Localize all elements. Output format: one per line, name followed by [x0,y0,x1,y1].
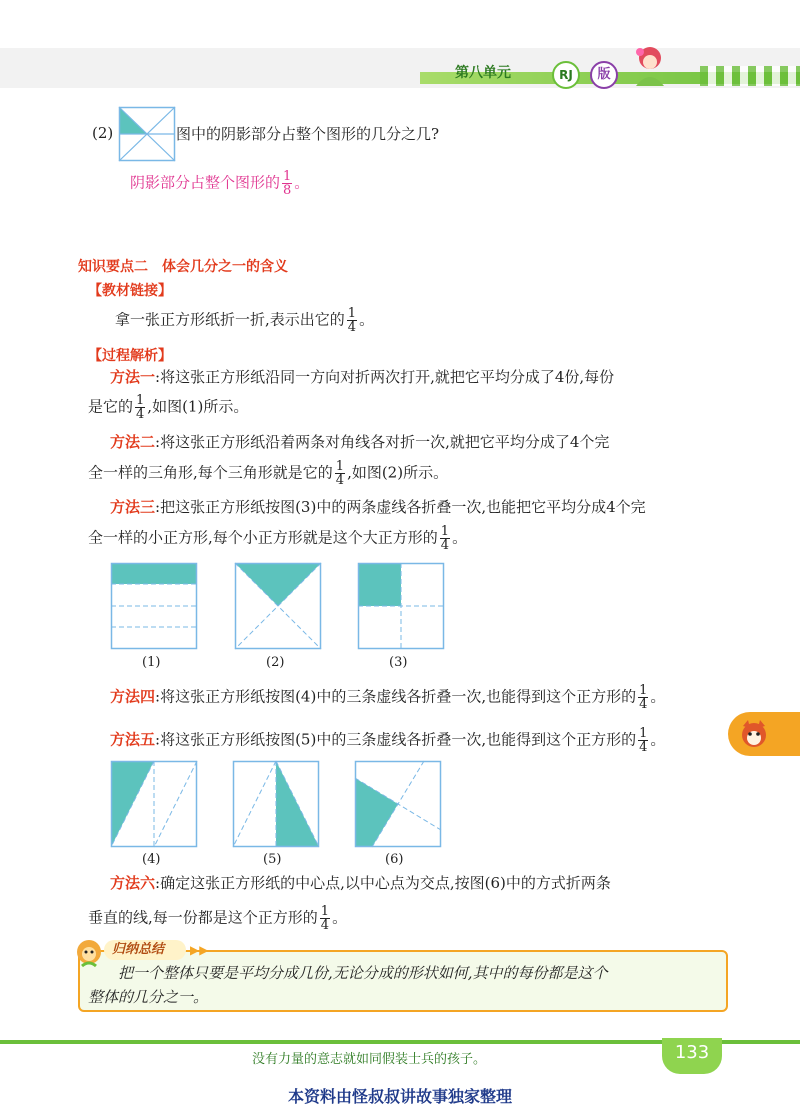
question-figure [119,107,175,161]
figure-3-caption: (3) [389,655,408,670]
figure-4 [111,761,197,847]
method-2-line-1: 方法二:将这张正方形纸沿着两条对角线各对折一次,就把它平均分成了4个完 [110,433,610,451]
textbook-link-tag: 【教材链接】 [88,283,172,299]
question-number: (2) [92,124,114,142]
summary-tag: 归纳总结 [112,942,165,957]
section-title: 知识要点二 体会几分之一的含义 [78,259,288,275]
method-2-line-2: 全一样的三角形,每个三角形就是它的 $\frac{1}{4}$ ,如图(2)所示。 [88,459,449,488]
method-3-line-1: 方法三:把这张正方形纸按图(3)中的两条虚线各折叠一次,也能把它平均分成4个完 [110,498,646,516]
method-4-line: 方法四:将这张正方形纸按图(4)中的三条虚线各折叠一次,也能得到这个正方形的 $\frac{1}{4}$ 。 [110,683,666,712]
footer-motto: 没有力量的意志就如同假装士兵的孩子。 [252,1052,487,1067]
figure-6-caption: (6) [385,852,404,867]
method-3-line-2: 全一样的小正方形,每个小正方形就是这个大正方形的 $\frac{1}{4}$ 。 [88,524,468,553]
mascot-girl-icon [618,42,678,92]
answer-fraction: $\frac{1}{8}$ [283,169,292,198]
method-1-line-1: 方法一:将这张正方形纸沿同一方向对折两次打开,就把它平均分成了4份,每份 [110,368,615,386]
summary-arrows: ▶▶ [190,943,209,957]
unit-label: 第八单元 [455,65,511,81]
method-5-line: 方法五:将这张正方形纸按图(5)中的三条虚线各折叠一次,也能得到这个正方形的 $\frac{1}{4}$ 。 [110,726,666,755]
figure-1-caption: (1) [142,655,161,670]
method-6-line-2: 垂直的线,每一份都是这个正方形的 $\frac{1}{4}$ 。 [88,904,348,933]
method-1-line-2: 是它的 $\frac{1}{4}$ ,如图(1)所示。 [88,393,249,422]
analysis-tag: 【过程解析】 [88,348,172,364]
header-checker [700,66,800,86]
figure-5-caption: (5) [263,852,282,867]
answer-prefix: 阴影部分占整个图形的 [130,173,281,192]
edition-badge: RJ [552,61,580,89]
page-number: 133 [674,1042,710,1063]
figure-4-caption: (4) [142,852,161,867]
figure-1 [111,563,197,649]
method-6-line-1: 方法六:确定这张正方形纸的中心点,以中心点为交点,按图(6)中的方式折两条 [110,874,611,892]
figure-3 [358,563,444,649]
figure-5 [233,761,319,847]
lion-mascot-icon [72,936,106,970]
edition-suffix: 版 [590,61,618,89]
summary-tag-badge [104,940,186,960]
fox-mascot-icon [738,718,770,750]
answer: 阴影部分占整个图形的 $\frac{1}{8}$ 。 [130,169,310,198]
figure-2-caption: (2) [266,655,285,670]
summary-line-1: 把一个整体只要是平均分成几份,无论分成的形状如何,其中的每份都是这个 [118,964,608,982]
footer-credit: 本资料由怪叔叔讲故事独家整理 [287,1087,512,1106]
summary-line-2: 整体的几分之一。 [88,988,209,1006]
textbook-link-text: 拿一张正方形纸折一折,表示出它的 $\frac{1}{4}$ 。 [115,306,375,335]
figure-2 [235,563,321,649]
question-text: 图中的阴影部分占整个图形的几分之几? [176,125,440,143]
figure-6 [355,761,441,847]
